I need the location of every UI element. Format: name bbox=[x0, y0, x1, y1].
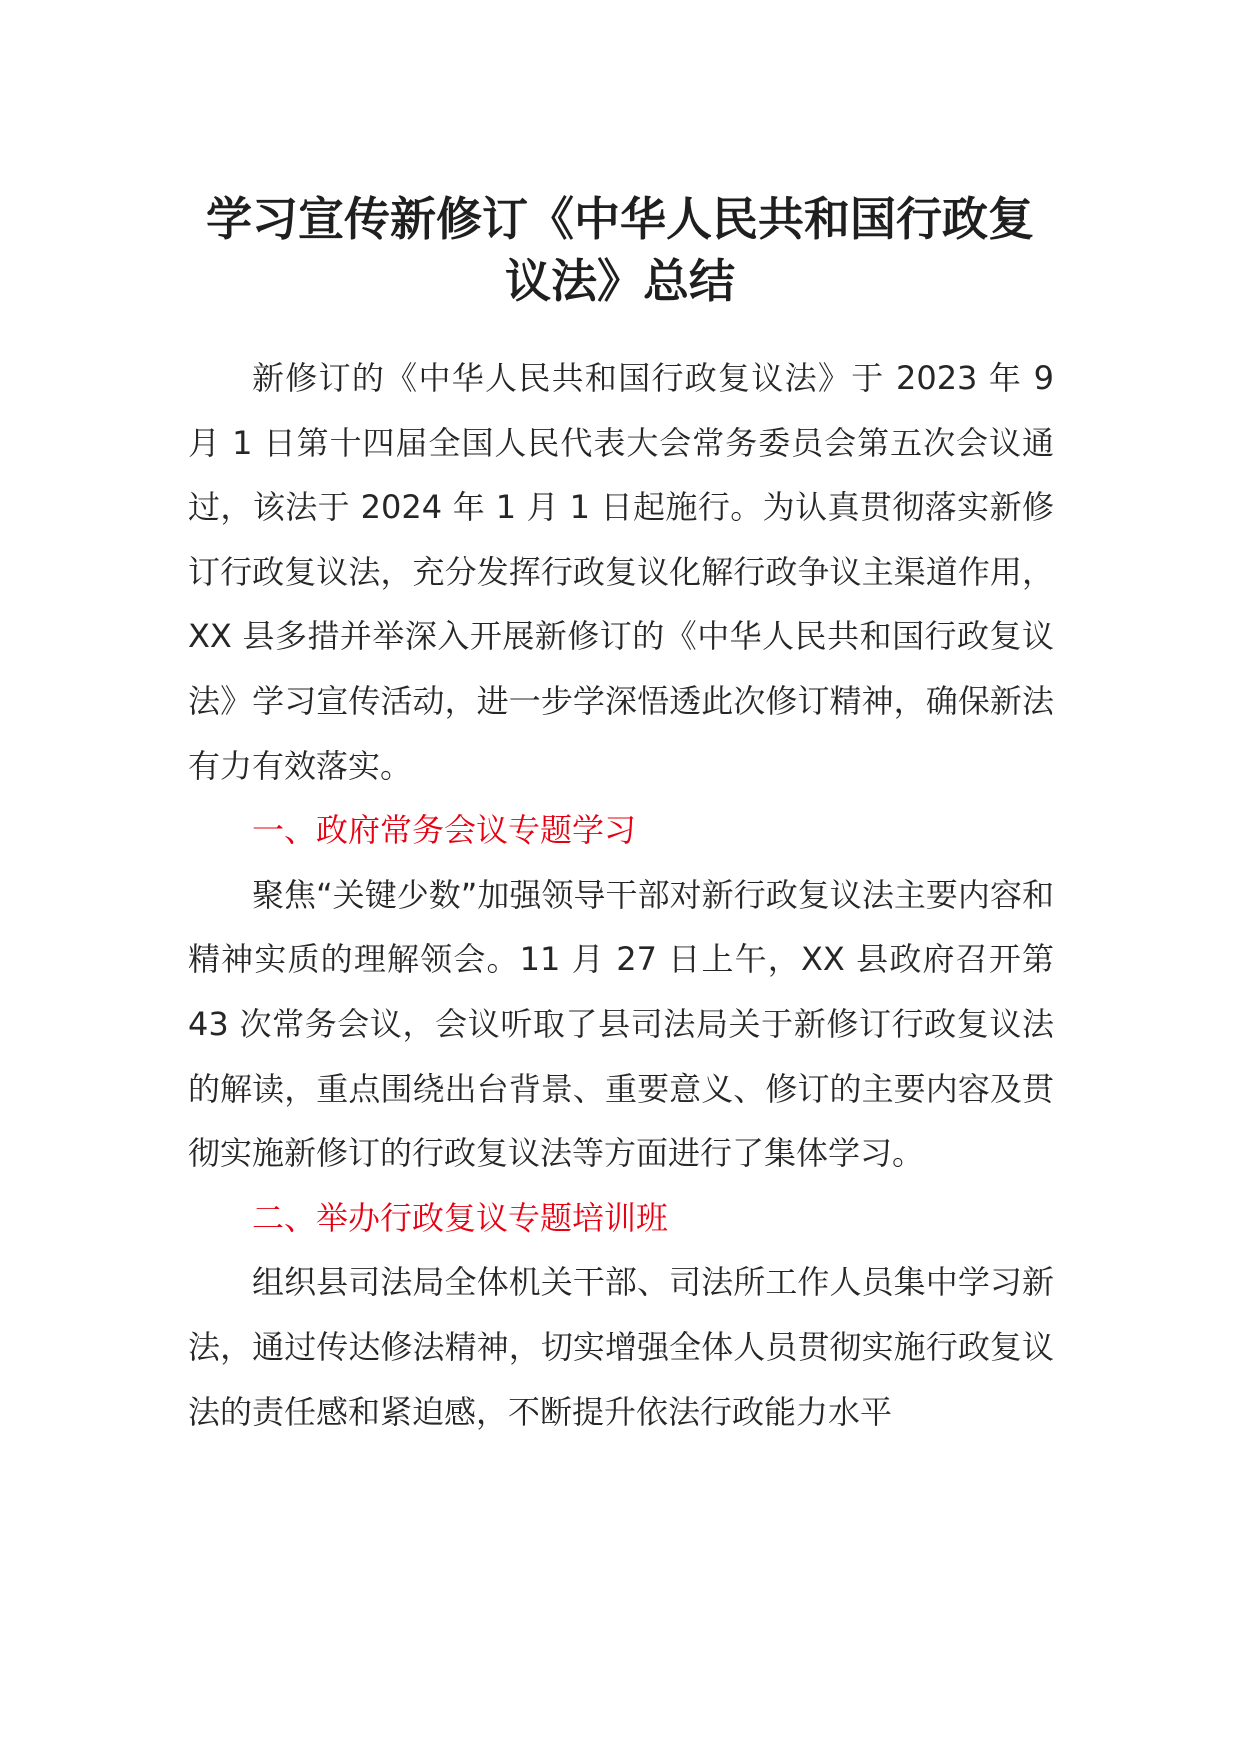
title-line-1: 学习宣传新修订《中华人民共和国行政复 bbox=[206, 192, 1034, 246]
section-paragraph-1: 聚焦“关键少数”加强领导干部对新行政复议法主要内容和精神实质的理解领会。11 月 27 日上午，XX 县政府召开第 43 次常务会议，会议听取了县司法局关于新修订行政复议法的解读，重点围绕出台背景、重要意义、修订的主要内容及贯彻实施新修订的行政复议法等方面进行了集体学习。 bbox=[188, 875, 1054, 1173]
title-line-2: 议法》总结 bbox=[505, 254, 735, 308]
section-heading-1: 一、政府常务会议专题学习 bbox=[252, 811, 637, 850]
intro-paragraph: 新修订的《中华人民共和国行政复议法》于 2023 年 9 月 1 日第十四届全国人民代表大会常务委员会第五次会议通过，该法于 2024 年 1 月 1 日起施行。为认真贯彻落实新修订行政复议法，充分发挥行政复议化解行政争议主渠道作用，XX 县多措并举深入开展新修订的《中华人民共和国行政复议法》学习宣传活动，进一步学深悟透此次修订精神，确保新法有力有效落实。 bbox=[188, 359, 1054, 785]
section-heading-2: 二、举办行政复议专题培训班 bbox=[252, 1198, 669, 1237]
document-title bbox=[190, 188, 1050, 312]
section-paragraph-2: 组织县司法局全体机关干部、司法所工作人员集中学习新法，通过传达修法精神，切实增强全体人员贯彻实施行政复议法的责任感和紧迫感，不断提升依法行政能力水平 bbox=[188, 1263, 1054, 1431]
document-body bbox=[188, 346, 1054, 1444]
